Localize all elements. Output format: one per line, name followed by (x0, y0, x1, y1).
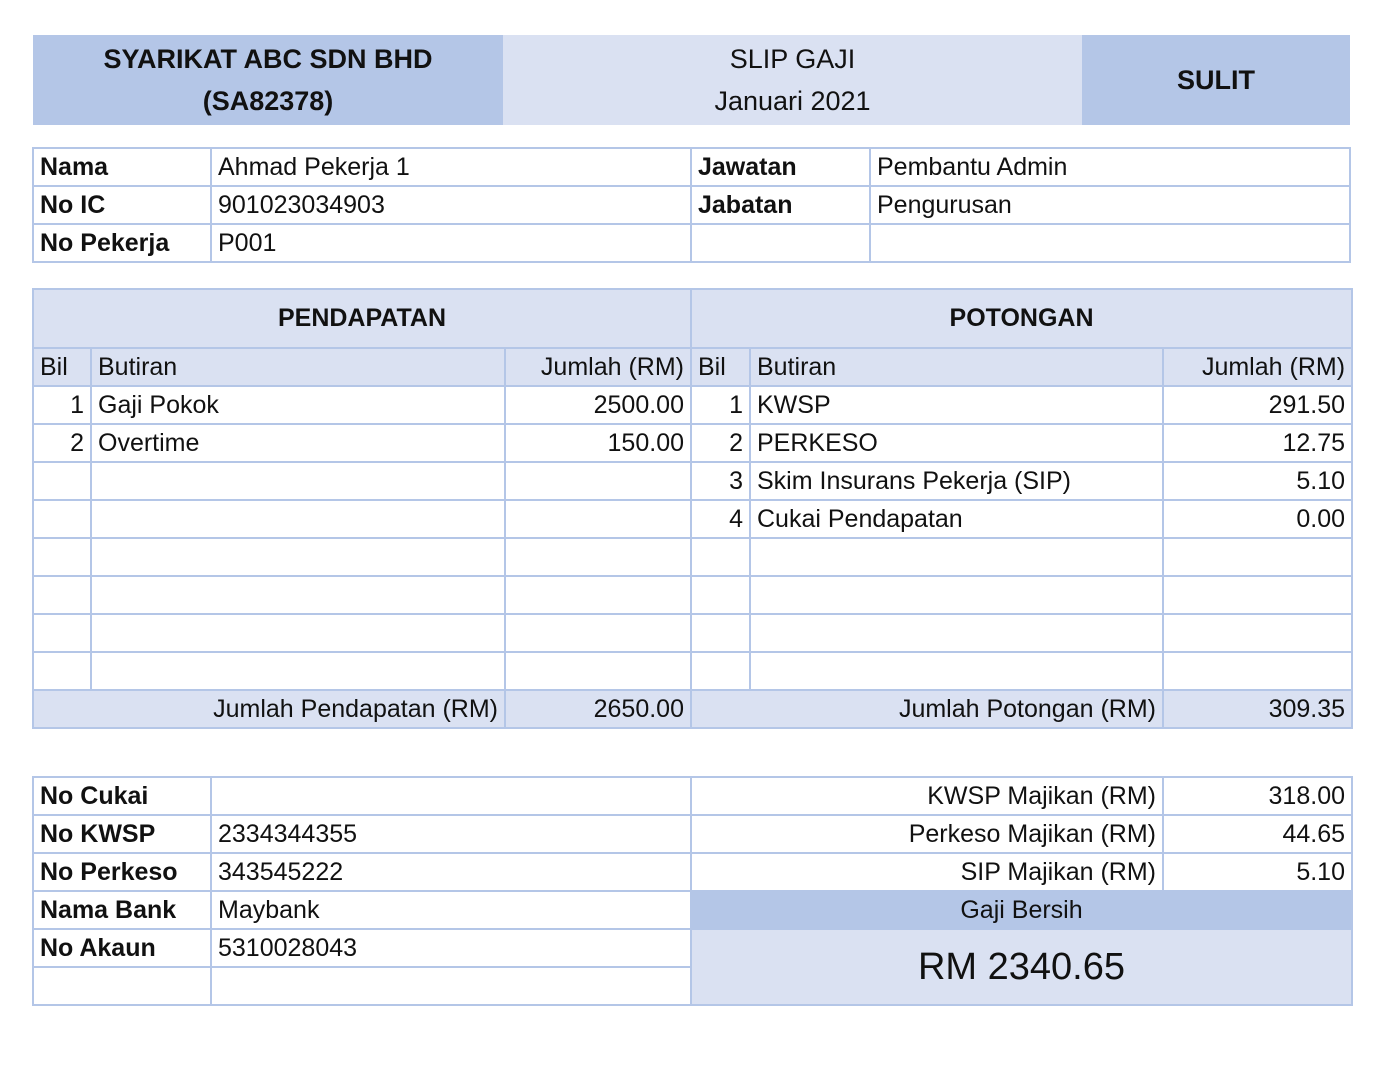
deductions-item: PERKESO (750, 424, 1163, 462)
table-row (33, 224, 1350, 262)
deductions-no: 4 (691, 500, 750, 538)
earnings-no (33, 462, 91, 500)
earnings-item (91, 614, 505, 652)
deductions-amount (1163, 614, 1352, 652)
name-label: Nama (33, 148, 211, 186)
period: Januari 2021 (714, 86, 871, 116)
table-row (33, 538, 1352, 576)
net-pay-value: RM 2340.65 (691, 929, 1352, 1005)
deductions-amount: 0.00 (1163, 500, 1352, 538)
table-row (33, 576, 1352, 614)
table-row (33, 777, 1352, 815)
earnings-amount (505, 614, 691, 652)
table-row (33, 929, 1352, 967)
earnings-item (91, 652, 505, 690)
col-amount: Jumlah (RM) (1163, 348, 1352, 386)
account-value (211, 967, 691, 1005)
deductions-amount: 12.75 (1163, 424, 1352, 462)
deductions-amount: 5.10 (1163, 462, 1352, 500)
deductions-amount: 291.50 (1163, 386, 1352, 424)
ic-value: 901023034903 (211, 186, 691, 224)
deductions-title: POTONGAN (691, 289, 1352, 348)
net-pay-label: Gaji Bersih (691, 891, 1352, 929)
section-header-row (33, 289, 1352, 348)
table-row (33, 186, 1350, 224)
deductions-item: Skim Insurans Pekerja (SIP) (750, 462, 1163, 500)
table-row (33, 462, 1352, 500)
earnings-no (33, 576, 91, 614)
account-value: 343545222 (211, 853, 691, 891)
earnings-item (91, 538, 505, 576)
earnings-no (33, 538, 91, 576)
empty-cell (870, 224, 1350, 262)
deductions-item (750, 576, 1163, 614)
name-value: Ahmad Pekerja 1 (211, 148, 691, 186)
earnings-total-label: Jumlah Pendapatan (RM) (33, 690, 505, 728)
doc-title: SLIP GAJI (729, 44, 856, 74)
earnings-title: PENDAPATAN (33, 289, 691, 348)
earnings-item (91, 500, 505, 538)
earnings-no (33, 614, 91, 652)
account-value (211, 777, 691, 815)
account-label (33, 967, 211, 1005)
employer-label: KWSP Majikan (RM) (691, 777, 1163, 815)
earnings-amount (505, 500, 691, 538)
account-label: No Perkeso (33, 853, 211, 891)
earnings-total: 2650.00 (505, 690, 691, 728)
account-value: 2334344355 (211, 815, 691, 853)
department-label: Jabatan (691, 186, 870, 224)
table-row (33, 853, 1352, 891)
deductions-item (750, 614, 1163, 652)
ic-label: No IC (33, 186, 211, 224)
classification-text: SULIT (1177, 65, 1255, 95)
earnings-no (33, 500, 91, 538)
earnings-no: 2 (33, 424, 91, 462)
deductions-amount (1163, 576, 1352, 614)
earnings-item (91, 462, 505, 500)
employer-value: 44.65 (1163, 815, 1352, 853)
account-label: Nama Bank (33, 891, 211, 929)
title-block (503, 35, 1082, 125)
company-name: SYARIKAT ABC SDN BHD (103, 44, 433, 74)
employer-label: SIP Majikan (RM) (691, 853, 1163, 891)
deductions-no (691, 652, 750, 690)
earnings-item: Overtime (91, 424, 505, 462)
deductions-item (750, 538, 1163, 576)
account-label: No KWSP (33, 815, 211, 853)
staff-no-value: P001 (211, 224, 691, 262)
deductions-no (691, 576, 750, 614)
classification-badge (1082, 35, 1350, 125)
empty-cell (691, 224, 870, 262)
earnings-no (33, 652, 91, 690)
earnings-amount (505, 576, 691, 614)
table-row (33, 891, 1352, 929)
company-block (33, 35, 503, 125)
deductions-no: 2 (691, 424, 750, 462)
column-header-row (33, 348, 1352, 386)
staff-no-label: No Pekerja (33, 224, 211, 262)
employer-value: 318.00 (1163, 777, 1352, 815)
employee-info-table (32, 147, 1351, 263)
col-item: Butiran (750, 348, 1163, 386)
table-row (33, 386, 1352, 424)
col-no: Bil (691, 348, 750, 386)
table-row (33, 815, 1352, 853)
earnings-amount: 150.00 (505, 424, 691, 462)
table-row (33, 500, 1352, 538)
table-row (33, 652, 1352, 690)
account-value: 5310028043 (211, 929, 691, 967)
deductions-no: 3 (691, 462, 750, 500)
col-item: Butiran (91, 348, 505, 386)
earnings-amount (505, 538, 691, 576)
earnings-amount (505, 652, 691, 690)
account-value: Maybank (211, 891, 691, 929)
table-row (33, 424, 1352, 462)
deductions-total: 309.35 (1163, 690, 1352, 728)
deductions-amount (1163, 538, 1352, 576)
department-value: Pengurusan (870, 186, 1350, 224)
deductions-amount (1163, 652, 1352, 690)
totals-row (33, 690, 1352, 728)
earnings-no: 1 (33, 386, 91, 424)
earnings-amount: 2500.00 (505, 386, 691, 424)
earnings-item (91, 576, 505, 614)
earnings-item: Gaji Pokok (91, 386, 505, 424)
table-row (33, 148, 1350, 186)
deductions-item (750, 652, 1163, 690)
deductions-no (691, 614, 750, 652)
deductions-total-label: Jumlah Potongan (RM) (691, 690, 1163, 728)
table-row (33, 614, 1352, 652)
col-amount: Jumlah (RM) (505, 348, 691, 386)
account-label: No Cukai (33, 777, 211, 815)
position-value: Pembantu Admin (870, 148, 1350, 186)
account-label: No Akaun (33, 929, 211, 967)
deductions-item: Cukai Pendapatan (750, 500, 1163, 538)
deductions-no: 1 (691, 386, 750, 424)
col-no: Bil (33, 348, 91, 386)
employer-value: 5.10 (1163, 853, 1352, 891)
employer-label: Perkeso Majikan (RM) (691, 815, 1163, 853)
earnings-deductions-table (32, 288, 1353, 729)
deductions-no (691, 538, 750, 576)
summary-table (32, 776, 1353, 1006)
position-label: Jawatan (691, 148, 870, 186)
company-reg: (SA82378) (202, 86, 334, 116)
earnings-amount (505, 462, 691, 500)
deductions-item: KWSP (750, 386, 1163, 424)
